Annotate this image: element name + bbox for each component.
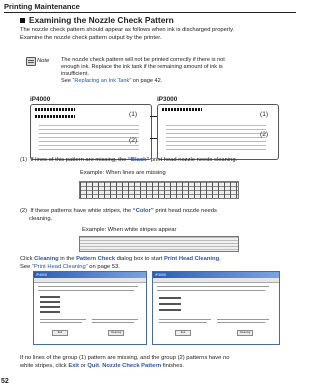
example-2-caption: Example: When white stripes appear (82, 227, 177, 233)
dialog-title: iP4000 (34, 272, 146, 278)
item-1: (1) If lines of this pattern are missing, the “Black” print head nozzle needs cleaning. (20, 157, 238, 163)
right-pattern-black-rows (162, 108, 202, 115)
example-white-stripes-image (79, 236, 239, 252)
right-callout-2: (2) (260, 131, 269, 138)
instruction-paragraph: Click Cleaning in the Pattern Check dialog box to start Print Head Cleaning. See “Print Head Cleaning” on page 53. (20, 256, 221, 270)
closing-paragraph: If no lines of the group (1) pattern are missing, and the group (2) patterns have no white stripes, click Exit or Quit. Nozzle Check Pattern finishes. (20, 355, 230, 369)
note-line-1: The nozzle check pattern will not be printed correctly if there is not (61, 56, 225, 63)
cleaning-button[interactable]: Cleaning (108, 330, 124, 336)
left-callout-2: (2) (129, 137, 138, 144)
note-see-link[interactable]: “Replacing an Ink Tank” (72, 77, 132, 84)
intro-paragraph (20, 27, 234, 42)
ip3000-pattern-check-dialog (152, 271, 280, 345)
header-rule (4, 12, 296, 13)
ip4000-pattern-check-dialog (33, 271, 147, 345)
exit-ref: Exit (68, 362, 79, 369)
page-number: 52 (1, 378, 9, 385)
print-head-cleaning-ref: Print Head Cleaning (164, 256, 220, 262)
right-pattern-color-stripes (166, 125, 269, 153)
quit-ref: Quit (87, 362, 99, 369)
note-text (61, 57, 291, 85)
note-label: Note (37, 57, 50, 64)
section-title: Printing Maintenance (4, 2, 80, 11)
note-line-2: enough ink. Replace the ink tank if the remaining amount of ink is (61, 63, 223, 70)
note-see: See “Replacing an Ink Tank” on page 42. (61, 77, 163, 84)
page-heading: Examining the Nozzle Check Pattern (29, 14, 174, 25)
note-icon (26, 57, 36, 66)
left-pattern-black-rows (35, 108, 75, 122)
left-callout-1: (1) (129, 111, 138, 118)
cleaning-button[interactable]: Cleaning (237, 330, 253, 336)
right-callout-1: (1) (260, 111, 269, 118)
cleaning-ref: Cleaning (34, 256, 59, 262)
exit-button[interactable]: Exit (52, 330, 68, 336)
item-2: (2) If these patterns have white stripes, the “Color” print head nozzle needs cleaning. (20, 208, 217, 222)
dialog-title: iP3000 (153, 272, 279, 278)
left-pattern-color-stripes (39, 125, 139, 153)
instruction-see-link[interactable]: “Print Head Cleaning” (31, 263, 88, 270)
example-1-caption: Example: When lines are missing (80, 170, 166, 176)
pattern-check-ref: Pattern Check (76, 256, 116, 262)
heading-bullet-icon (20, 18, 25, 23)
intro-line-1: The nozzle check pattern should appear as follows when ink is discharged properly. (20, 27, 235, 33)
intro-line-2: Examine the nozzle check pattern output by the printer. (20, 34, 162, 41)
note-line-3: insufficient. (61, 70, 89, 77)
right-model-label: iP3000 (157, 96, 178, 103)
black-label: “Black” (127, 157, 150, 163)
exit-button[interactable]: Exit (175, 330, 191, 336)
left-model-label: iP4000 (30, 96, 51, 103)
nozzle-check-pattern-ref: Nozzle Check Pattern (102, 362, 162, 369)
color-label: “Color” (132, 208, 154, 214)
example-missing-lines-image (79, 181, 239, 199)
